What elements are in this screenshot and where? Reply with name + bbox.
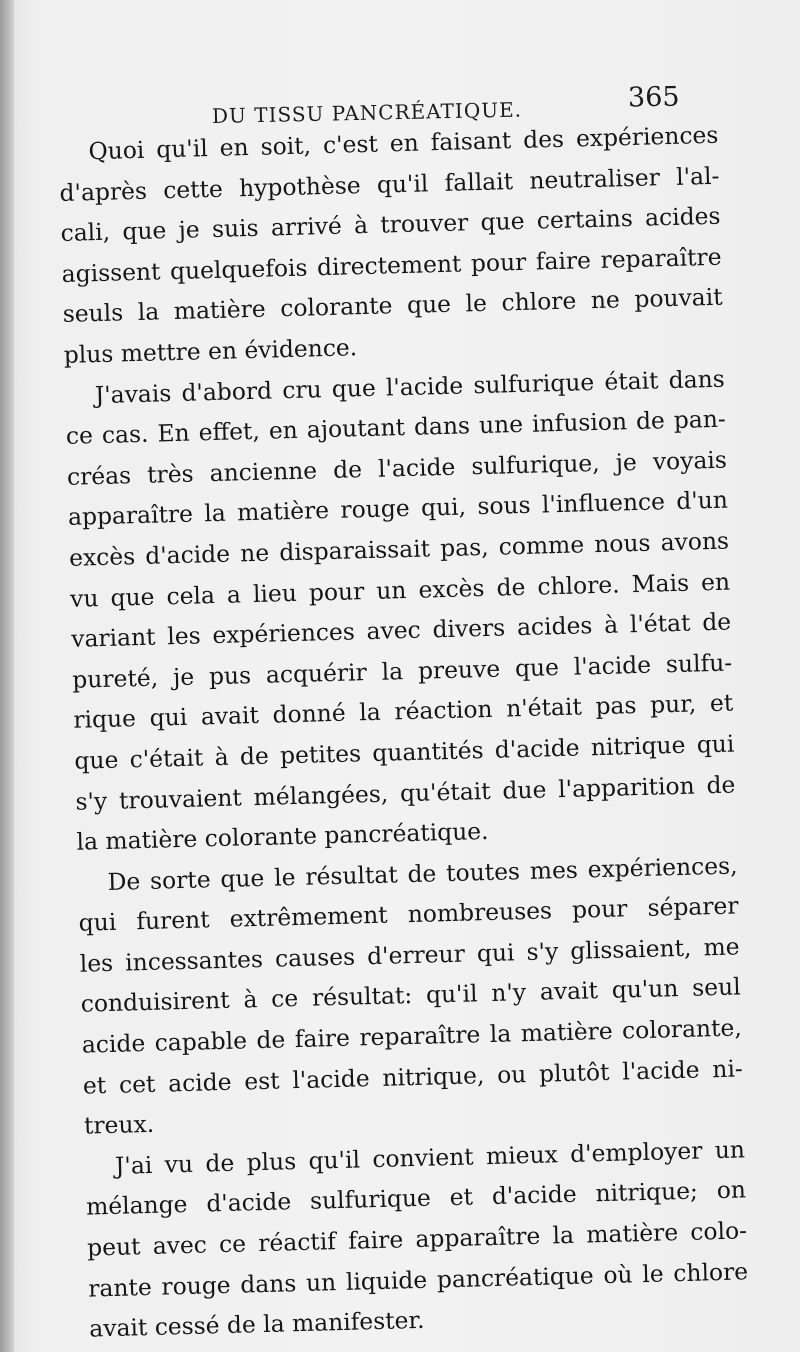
text-line: rante rouge dans un liquide pancréatique où le chlore: [87, 1256, 749, 1303]
running-title: DU TISSU PANCRÉATIQUE.: [211, 97, 523, 128]
text-line: seuls la matière colorante que le chlore ne pouvait: [62, 283, 723, 329]
text-line: treux.: [83, 1110, 155, 1140]
text-line: Quoi qu'il en soit, c'est en faisant des expériences: [88, 120, 719, 166]
text-line: ce cas. En effet, en ajoutant dans une infusion de pan-: [65, 404, 727, 451]
text-line: De sorte que le résultat de toutes mes expériences,: [107, 851, 738, 896]
text-line: créas très ancienne de l'acide sulfurique, je voyais: [66, 445, 728, 491]
text-line: pureté, je pus acquérir la preuve que l'acide sulfu-: [71, 648, 733, 694]
text-line: conduisirent à ce résultat: qu'il n'y avait qu'un seul: [80, 972, 741, 1019]
text-line: la matière colorante pancréatique.: [76, 817, 489, 856]
text-line: acide capable de faire reparaître la matière colorante,: [81, 1013, 743, 1059]
text-line: et cet acide est l'acide nitrique, ou plutôt l'acide ni-: [82, 1054, 744, 1100]
text-line: plus mettre en évidence.: [63, 333, 358, 369]
text-line: avait cessé de la manifester.: [88, 1306, 425, 1343]
text-line: mélange d'acide sulfurique et d'acide nitrique; on: [85, 1175, 747, 1222]
text-line: cali, que je suis arrivé à trouver que certains acides: [60, 201, 721, 248]
text-line: J'ai vu de plus qu'il convient mieux d'employer un: [114, 1135, 746, 1180]
text-line: rique qui avait donné la réaction n'était pas pur, et: [73, 688, 734, 735]
text-line: variant les expériences avec divers acides à l'état de: [70, 607, 732, 653]
text-line: qui furent extrêmement nombreuses pour séparer: [78, 891, 739, 938]
text-line: apparaître la matière rouge qui, sous l'influence d'un: [67, 485, 729, 532]
text-line: vu que cela a lieu pour un excès de chlore. Mais en: [69, 567, 731, 613]
page-number: 365: [627, 81, 680, 114]
text-line: les incessantes causes d'erreur qui s'y glissaient, me: [79, 932, 740, 978]
text-line: excès d'acide ne disparaissait pas, comme nous avons: [68, 526, 730, 572]
text-line: peut avec ce réactif faire apparaître la matière colo-: [86, 1216, 748, 1262]
body-text: [58, 115, 750, 1350]
text-line: que c'était à de petites quantités d'acide nitrique qui: [74, 729, 735, 775]
text-line: d'après cette hypothèse qu'il fallait neutraliser l'al-: [59, 161, 720, 207]
text-line: s'y trouvaient mélangées, qu'était due l'apparition de: [75, 769, 736, 816]
text-line: J'avais d'abord cru que l'acide sulfurique était dans: [94, 364, 726, 409]
text-line: agissent quelquefois directement pour faire reparaître: [61, 242, 722, 288]
